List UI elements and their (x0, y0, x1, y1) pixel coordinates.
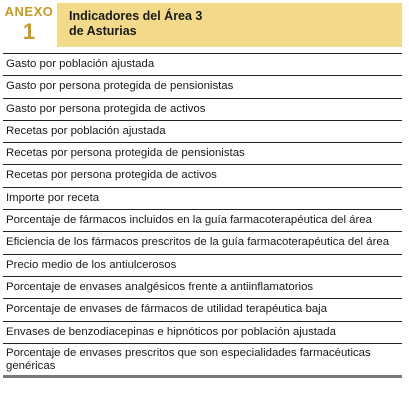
indicator-row: Porcentaje de fármacos incluidos en la guía farmacoterapéutica del área (3, 210, 402, 232)
annex-title-box (57, 3, 402, 47)
annex-title-line-1: Indicadores del Área 3 (69, 9, 203, 23)
annex-header (0, 0, 409, 50)
indicator-row: Eficiencia de los fármacos prescritos de la guía farmacoterapéutica del área (3, 232, 402, 254)
indicator-row: Gasto por persona protegida de pensionistas (3, 76, 402, 98)
indicator-row: Recetas por población ajustada (3, 121, 402, 143)
indicator-row: Recetas por persona protegida de activos (3, 165, 402, 187)
indicator-row: Importe por receta (3, 188, 402, 210)
indicator-row: Porcentaje de envases de fármacos de utilidad terapéutica baja (3, 299, 402, 321)
annex-title-line-2: de Asturias (69, 24, 137, 38)
indicator-row: Envases de benzodiacepinas e hipnóticos por población ajustada (3, 322, 402, 344)
indicator-row: Porcentaje de envases prescritos que son especialidades farmacéuticas genéricas (3, 344, 402, 378)
annex-number: 1 (22, 19, 36, 44)
indicator-list (3, 53, 402, 378)
indicator-row: Gasto por persona protegida de activos (3, 99, 402, 121)
annex-badge (3, 3, 55, 47)
indicator-row: Gasto por población ajustada (3, 54, 402, 76)
indicator-row: Porcentaje de envases analgésicos frente a antiinflamatorios (3, 277, 402, 299)
indicator-row: Precio medio de los antiulcerosos (3, 255, 402, 277)
indicator-row: Recetas por persona protegida de pensionistas (3, 143, 402, 165)
annex-label: ANEXO (4, 4, 54, 19)
